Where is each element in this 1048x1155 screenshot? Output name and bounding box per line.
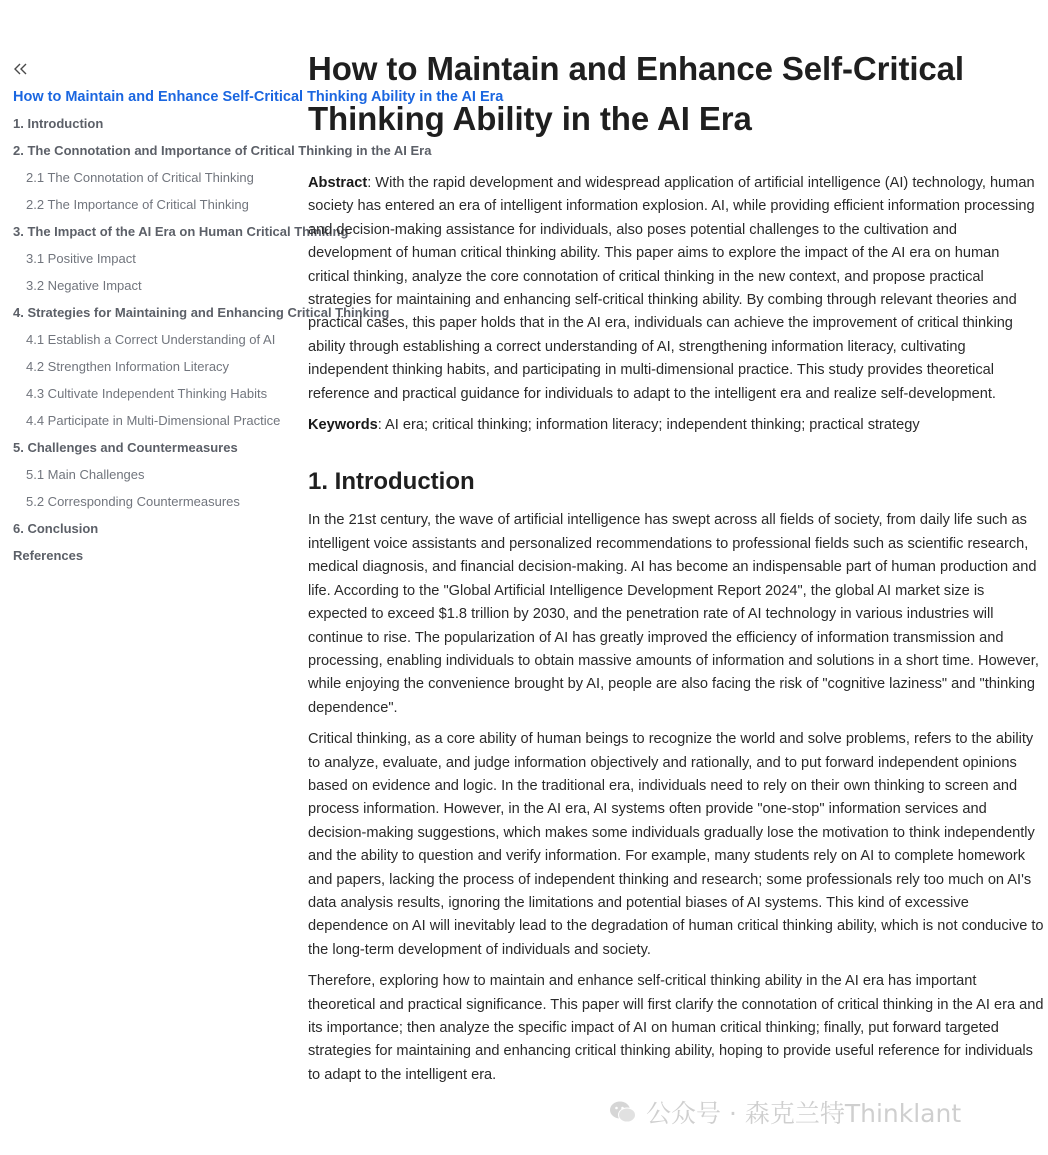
toc-item-section-5-2[interactable]: 5.2 Corresponding Countermeasures (26, 494, 240, 509)
watermark-text: 公众号 · 森克兰特Thinklant (646, 1099, 962, 1128)
toc-item-title[interactable]: How to Maintain and Enhance Self-Critical Thinking Ability in the AI Era (13, 89, 504, 105)
toc-item-section-5[interactable]: 5. Challenges and Countermeasures (13, 440, 238, 455)
abstract-label: Abstract (308, 175, 368, 191)
paragraph: Critical thinking, as a core ability of human beings to recognize the world and solve problems, refers to the ability to analyze, evaluate, and judge information objectively and rationally, and to put forward independent opinions based on evidence and logic. In the traditional era, individuals need to rely on their own thinking to screen and process information. However, in the AI era, AI systems often provide "one-stop" information services and decision-making suggestions, which makes some individuals gradually lose the motivation to think independently and the ability to question and verify information. For example, many students rely on AI to complete homework and papers, lacking the process of independent thinking and research; some professionals rely too much on AI's data analysis results, ignoring the limitations and potential biases of AI systems. This kind of excessive dependence on AI will inevitably lead to the degradation of human critical thinking ability, which is not conducive to the long-term development of individuals and society. (308, 731, 1044, 958)
toc-item-section-4-1[interactable]: 4.1 Establish a Correct Understanding of AI (26, 332, 276, 347)
article (308, 44, 1044, 1087)
toc-item-introduction[interactable]: 1. Introduction (13, 116, 104, 131)
toc-item-section-5-1[interactable]: 5.1 Main Challenges (26, 467, 145, 482)
keywords-text: : AI era; critical thinking; information literacy; independent thinking; practical strategy (377, 417, 920, 434)
toc-item-section-2[interactable]: 2. The Connotation and Importance of Critical Thinking in the AI Era (13, 143, 432, 158)
toc-item-section-4-3[interactable]: 4.3 Cultivate Independent Thinking Habits (26, 386, 268, 401)
double-chevron-left-icon[interactable] (11, 60, 29, 78)
toc-item-section-4[interactable]: 4. Strategies for Maintaining and Enhancing Critical Thinking (13, 305, 390, 320)
toc-item-section-3-1[interactable]: 3.1 Positive Impact (26, 251, 136, 266)
toc-item-section-4-2[interactable]: 4.2 Strengthen Information Literacy (26, 359, 230, 374)
toc-item-section-4-4[interactable]: 4.4 Participate in Multi-Dimensional Practice (26, 413, 281, 428)
abstract-text: : With the rapid development and widespread application of artificial intelligence (AI) technology, human society has entered an era of intelligent information explosion. AI, while providing efficient information processing and decision-making assistance for individuals, also poses potential challenges to the cultivation and development of human critical thinking ability. This paper aims to explore the impact of the AI era on human critical thinking, analyze the core connotation of critical thinking in the new context, and propose practical strategies for maintaining and enhancing self-critical thinking ability. By combing through relevant theories and practical cases, this paper holds that in the AI era, individuals can achieve the improvement of critical thinking ability through establishing a correct understanding of AI, strengthening information literacy, cultivating independent thinking habits, and participating in multi-dimensional practice. This study provides theoretical reference and practical guidance for individuals to adapt to the intelligent era and realize self-development. (308, 175, 1035, 402)
wechat-icon (608, 1097, 638, 1127)
toc-item-references[interactable]: References (13, 548, 84, 563)
toc-item-section-2-1[interactable]: 2.1 The Connotation of Critical Thinking (26, 170, 254, 185)
toc-item-section-2-2[interactable]: 2.2 The Importance of Critical Thinking (26, 197, 249, 212)
article-title: How to Maintain and Enhance Self-Critical Thinking Ability in the AI Era (308, 50, 964, 137)
paragraph: Therefore, exploring how to maintain and enhance self-critical thinking ability in the AI era has important theoretical and practical significance. This paper will first clarify the connotation of critical thinking in the AI era and its importance; then analyze the specific impact of AI on human critical thinking; finally, put forward targeted strategies for maintaining and enhancing critical thinking ability, hoping to provide useful reference for individuals to adapt to the intelligent era. (308, 973, 1044, 1083)
section-heading-introduction: 1. Introduction (308, 468, 475, 496)
toc-item-conclusion[interactable]: 6. Conclusion (13, 521, 99, 536)
abstract (308, 172, 1044, 406)
keywords (308, 414, 1044, 437)
watermark (608, 1094, 961, 1130)
keywords-label: Keywords (308, 417, 378, 434)
paragraph: In the 21st century, the wave of artificial intelligence has swept across all fields of society, from daily life such as intelligent voice assistants and personalized recommendations to professional fields such as scientific research, medical diagnosis, and financial decision-making. AI has become an indispensable part of human production and life. According to the "Global Artificial Intelligence Development Report 2024", the global AI market size is expected to exceed $1.8 trillion by 2030, and the penetration rate of AI technology in various industries will continue to rise. The popularization of AI has greatly improved the efficiency of information transmission and processing, enabling individuals to obtain massive amounts of information and solutions in a short time. However, while enjoying the convenience brought by AI, people are also facing the risk of "cognitive laziness" and "thinking dependence". (308, 512, 1039, 716)
toc-item-section-3-2[interactable]: 3.2 Negative Impact (26, 278, 142, 293)
toc-item-section-3[interactable]: 3. The Impact of the AI Era on Human Critical Thinking (13, 224, 349, 239)
